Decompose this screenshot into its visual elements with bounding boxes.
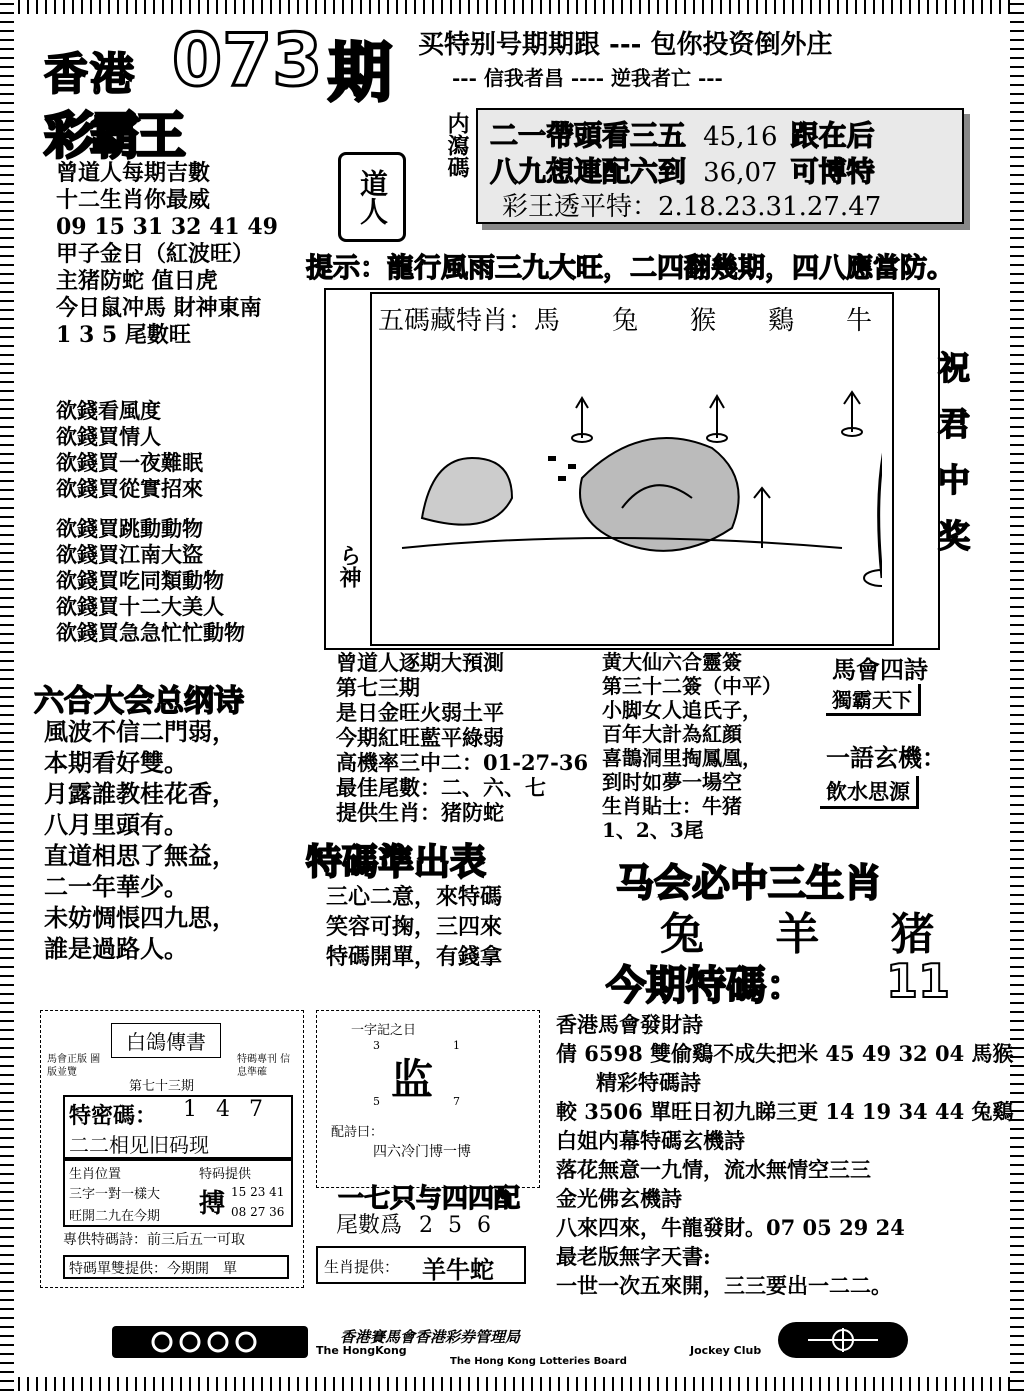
- header-slogan: 买特别号期期跟 --- 包你投资倒外庄: [418, 30, 833, 60]
- seal-text: 道人: [356, 169, 389, 225]
- zodiac-animal: 兔: [660, 909, 708, 960]
- picture-frame: [324, 288, 940, 650]
- poem-line: 八月里頭有。: [44, 810, 188, 839]
- riddle-group-1: [56, 398, 203, 502]
- wong-line: 1、2、3尾: [602, 818, 704, 842]
- wong-line: 小脚女人追氏子，: [602, 698, 762, 722]
- special-table-title: 特碼準出表: [306, 842, 487, 883]
- prediction-line: 今期紅旺藍平綠弱: [336, 725, 504, 750]
- wish-char: 中: [938, 461, 971, 499]
- pigeon-title: 白鴿傳書: [111, 1023, 221, 1058]
- picture-inner: [370, 292, 894, 646]
- inner-row-3: 彩王透平特：2.18.23.31.27.47: [502, 192, 882, 222]
- one-char-n1: 1: [453, 1039, 460, 1052]
- pigeon-offer-char: 搏: [199, 1189, 226, 1219]
- daily-line: 十二生肖你最威: [56, 187, 211, 213]
- daily-line: 甲子金日（紅波旺）: [56, 241, 255, 267]
- picture-caption: 五碼藏特肖：馬 兔 猴 鷄 牛: [378, 306, 873, 336]
- inner-row-1-text: 二一帶頭看三五: [490, 119, 687, 152]
- special-table-line: 特碼開單，有錢拿: [326, 944, 503, 970]
- pigeon-pos-line: 旺開二九在今期: [69, 1209, 161, 1224]
- jockey-emblem-icon: [112, 1326, 308, 1358]
- inner-row-1-tail: 跟在后: [790, 119, 875, 152]
- three-zodiac-animals: [660, 898, 939, 962]
- one-char-poem-label: 配詩曰：: [331, 1125, 384, 1140]
- one-char-n5: 5: [373, 1095, 380, 1108]
- pigeon-small-left: 馬會正版 圖版並覽: [47, 1054, 101, 1078]
- riddle-line: 欲錢買一夜難眠: [56, 450, 203, 475]
- special-table-line: 笑容可掬，三四來: [326, 914, 503, 940]
- right-poem-line: 白姐内幕特碼玄機詩: [556, 1128, 745, 1153]
- poem-line: 二一年華少。: [44, 872, 188, 901]
- inner-code-box: [420, 108, 968, 230]
- wish-vertical: [938, 340, 978, 564]
- daily-line: 主猪防蛇 值日虎: [56, 268, 218, 294]
- footer-cn: 香港賽馬會香港彩券管理局: [340, 1328, 521, 1346]
- pigeon-code-box: [63, 1095, 293, 1159]
- right-sub-1: 獨霸天下: [826, 684, 921, 716]
- pigeon-special-label: 特密碼：: [69, 1103, 158, 1129]
- zodiac-offer-box: [316, 1246, 526, 1284]
- pigeon-special-value: 1 4 7: [183, 1097, 269, 1122]
- special-table-line: 三心二意，來特碼: [326, 884, 503, 910]
- one-char-n3: 3: [373, 1039, 380, 1052]
- picture-side-left: ら神: [336, 544, 362, 588]
- pigeon-position-box: [63, 1159, 293, 1227]
- prediction-line: 曾道人逐期大預測: [336, 650, 504, 675]
- pigeon-odd-even: 特碼單雙提供：今期開 單: [63, 1255, 289, 1279]
- inner-row-2: [490, 150, 875, 190]
- zodiac-animal: 猪: [890, 909, 939, 960]
- right-title-2: 一語玄機：: [826, 744, 946, 772]
- wong-block: [602, 650, 782, 842]
- footer-en-3: The Hong Kong Lotteries Board: [450, 1356, 627, 1367]
- pigeon-hint-line: 專供特碼詩：前三后五一可取: [63, 1232, 245, 1248]
- riddle-line: 欲錢看風度: [56, 398, 161, 423]
- one-char-panel: [316, 1010, 540, 1188]
- right-poem-line: 八來四來，牛龍發財。07 05 29 24: [556, 1215, 905, 1240]
- one-char-poem: 四六冷门博一博: [373, 1144, 471, 1160]
- one-char-n7: 7: [453, 1095, 460, 1108]
- poem-line: 未妨惆悵四九思，: [44, 903, 236, 932]
- issue-number: 073: [172, 18, 323, 102]
- seal-stamp: [338, 152, 406, 242]
- bottom-border: [0, 1377, 1024, 1391]
- poem-body: [44, 716, 236, 964]
- wong-line: 到时如夢一場空: [602, 770, 742, 794]
- peacock-illustration: [382, 338, 882, 638]
- inner-row-2-nums: 36,07: [703, 158, 778, 188]
- pigeon-offer-nums: 08 27 36: [231, 1205, 285, 1219]
- inner-row-2-text: 八九想連配六到: [490, 155, 687, 188]
- right-title-1: 馬會四詩: [832, 656, 928, 684]
- inner-row-1-nums: 45,16: [703, 122, 778, 152]
- today-special-value: 11: [886, 954, 951, 1008]
- wong-line: 百年大計為紅顔: [602, 722, 742, 746]
- wish-char: 君: [938, 405, 971, 443]
- right-poem-line: 倩 6598 雙偷鷄不成失把米 45 49 32 04 馬猴: [556, 1041, 1014, 1066]
- prediction-line: 是日金旺火弱土平: [336, 700, 504, 725]
- wong-line: 生肖貼士：牛猪: [602, 794, 742, 818]
- right-poem-line: 香港馬會發財詩: [556, 1012, 703, 1037]
- prediction-block: [336, 650, 588, 825]
- lotteries-logo-right: [778, 1322, 908, 1358]
- right-poem-line: 較 3506 單旺日初九睇三更 14 19 34 44 兔鷄: [556, 1099, 1014, 1124]
- footer-en-2: Jockey Club: [690, 1344, 762, 1357]
- right-poems-block: [556, 1010, 1014, 1300]
- prediction-line: 提供生肖：猪防蛇: [336, 800, 504, 825]
- prediction-line: 最佳尾數：二、六、七: [336, 775, 546, 800]
- poem-title: 六合大会总纲诗: [34, 684, 244, 719]
- right-poem-line: 金光佛玄機詩: [556, 1186, 682, 1211]
- right-sub-2: 飲水思源: [820, 776, 919, 809]
- riddle-line: 欲錢買跳動動物: [56, 516, 203, 541]
- right-poem-line: 最老版無字天書:: [556, 1244, 711, 1269]
- one-char-title: 一字記之日: [351, 1023, 417, 1038]
- one-char-slogan: 一七只与四四配: [338, 1184, 521, 1214]
- brand-name: 彩霸王: [44, 107, 182, 165]
- right-poem-line: 落花無意一九情，流水無情空三三: [556, 1157, 871, 1182]
- wong-line: 喜鵲洞里掏鳳凰，: [602, 746, 762, 770]
- pigeon-phrase: 二二相见旧码现: [69, 1133, 209, 1157]
- inner-row-1: [490, 114, 875, 154]
- inner-row-2-tail: 可博特: [790, 155, 875, 188]
- wong-line: 黄大仙六合靈簽: [602, 650, 742, 674]
- inner-code-label: 内瀉碼: [444, 112, 470, 178]
- pigeon-small-right: 特碼專刊 信息準確: [237, 1054, 291, 1078]
- tail-value: 2 5 6: [419, 1213, 495, 1238]
- brand-hk: 香港: [44, 49, 136, 100]
- poem-line: 誰是過路人。: [44, 934, 188, 963]
- left-border: [0, 0, 14, 1391]
- today-special-label: 今期特碼：: [606, 963, 806, 1009]
- wish-char: 奖: [938, 517, 971, 555]
- poem-line: 直道相思了無益，: [44, 841, 236, 870]
- pigeon-panel: [40, 1010, 304, 1288]
- wish-char: 祝: [938, 349, 971, 387]
- prediction-line: 第七三期: [336, 675, 420, 700]
- right-poem-line: 精彩特碼詩: [596, 1070, 701, 1095]
- pigeon-offer-nums: 15 23 41: [231, 1185, 285, 1199]
- riddle-line: 欲錢買江南大盜: [56, 542, 203, 567]
- one-char-char: 监: [391, 1055, 434, 1104]
- three-zodiac-title: 马会必中三生肖: [616, 861, 883, 905]
- footer-en-1: The HongKong: [316, 1344, 407, 1357]
- zodiac-offer-value: 羊牛蛇: [422, 1255, 494, 1284]
- daily-line: 1 3 5 尾數旺: [56, 322, 191, 348]
- issue-suffix: 期: [328, 37, 392, 111]
- pigeon-pos-line: 三字一對一樣大: [69, 1187, 161, 1202]
- pigeon-offer-label: 特码提供: [199, 1167, 252, 1182]
- poem-line: 本期看好雙。: [44, 748, 188, 777]
- riddle-line: 欲錢買從實招來: [56, 476, 203, 501]
- daily-line: 曾道人每期吉數: [56, 160, 211, 186]
- top-border: [0, 0, 1024, 14]
- zodiac-offer-label: 生肖提供：: [324, 1258, 400, 1276]
- daily-line: 今日鼠冲馬 財神東南: [56, 295, 262, 321]
- tail-row: [336, 1208, 495, 1239]
- lotteries-emblem-icon: [778, 1322, 908, 1358]
- riddle-line: 欲錢買情人: [56, 424, 161, 449]
- riddle-group-2: [56, 516, 245, 646]
- right-poem-line: 一世一次五來開，三三要出一二二。: [556, 1273, 892, 1298]
- header-slogan-2: --- 信我者昌 ---- 逆我者亡 ---: [452, 66, 723, 90]
- daily-numbers-block: [56, 160, 278, 349]
- riddle-line: 欲錢買十二大美人: [56, 594, 224, 619]
- hint-line: 提示：龍行風雨三九大旺，二四翻幾期，四八應當防。: [306, 253, 954, 284]
- pigeon-issue: 第七十三期: [129, 1079, 195, 1094]
- riddle-line: 欲錢買吃同類動物: [56, 568, 224, 593]
- poem-line: 風波不信二門弱，: [44, 717, 236, 746]
- tail-label: 尾數爲: [336, 1213, 403, 1238]
- zodiac-animal: 羊: [775, 909, 824, 960]
- daily-line: 09 15 31 32 41 49: [56, 214, 278, 240]
- wong-line: 第三十二簽（中平）: [602, 674, 782, 698]
- riddle-line: 欲錢買急急忙忙動物: [56, 620, 245, 645]
- prediction-line: 高機率三中二：01-27-36: [336, 750, 589, 775]
- inner-code-panel: [476, 108, 964, 224]
- special-table-body: [326, 882, 502, 972]
- jockey-logo-left: [112, 1326, 308, 1358]
- pigeon-pos-label: 生肖位置: [69, 1167, 122, 1182]
- poem-line: 月露誰教桂花香，: [44, 779, 236, 808]
